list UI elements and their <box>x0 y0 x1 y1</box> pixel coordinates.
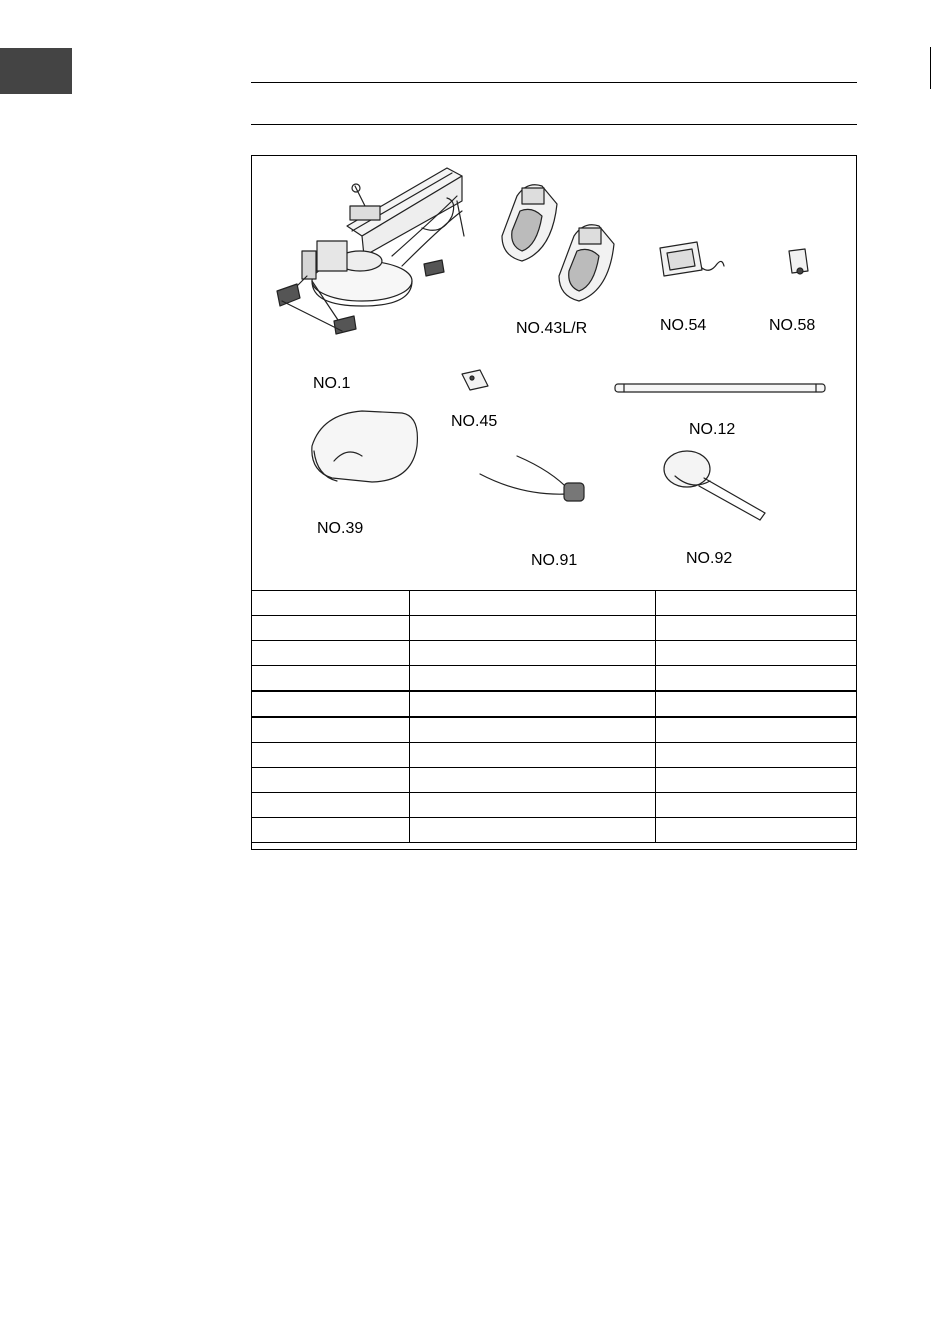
main-frame-drawing <box>277 168 464 334</box>
table-row <box>252 717 857 743</box>
table-row <box>252 641 857 666</box>
sensor-cable-91-drawing <box>480 456 584 501</box>
table-row <box>252 818 857 843</box>
table-row <box>252 793 857 818</box>
part-label-43: NO.43L/R <box>516 320 588 337</box>
table-row <box>252 691 857 717</box>
crop-mark <box>930 47 931 89</box>
part-label-58: NO.58 <box>769 317 816 334</box>
part-label-1: NO.1 <box>313 375 351 392</box>
pedals-drawing <box>502 185 614 301</box>
header-rule-top <box>251 82 857 83</box>
part-label-54: NO.54 <box>660 317 707 334</box>
bar-12-drawing <box>615 384 825 392</box>
bracket-45-drawing <box>462 370 488 390</box>
parts-overview-box <box>251 155 857 850</box>
table-row <box>252 743 857 768</box>
part-label-39: NO.39 <box>317 520 364 537</box>
monitor-drawing <box>660 242 724 276</box>
seat-39-drawing <box>312 411 418 482</box>
table-row <box>252 768 857 793</box>
table-row <box>252 591 857 616</box>
table-row <box>252 616 857 641</box>
part-label-92: NO.92 <box>686 550 733 567</box>
header-rule-bottom <box>251 124 857 125</box>
bracket-58-drawing <box>789 249 808 274</box>
parts-list-table <box>251 590 857 843</box>
part-label-12: NO.12 <box>689 421 736 438</box>
language-tab <box>0 48 72 94</box>
part-label-45: NO.45 <box>451 413 498 430</box>
table-row <box>252 666 857 692</box>
funnel-92-drawing <box>664 451 765 520</box>
part-label-91: NO.91 <box>531 552 578 569</box>
